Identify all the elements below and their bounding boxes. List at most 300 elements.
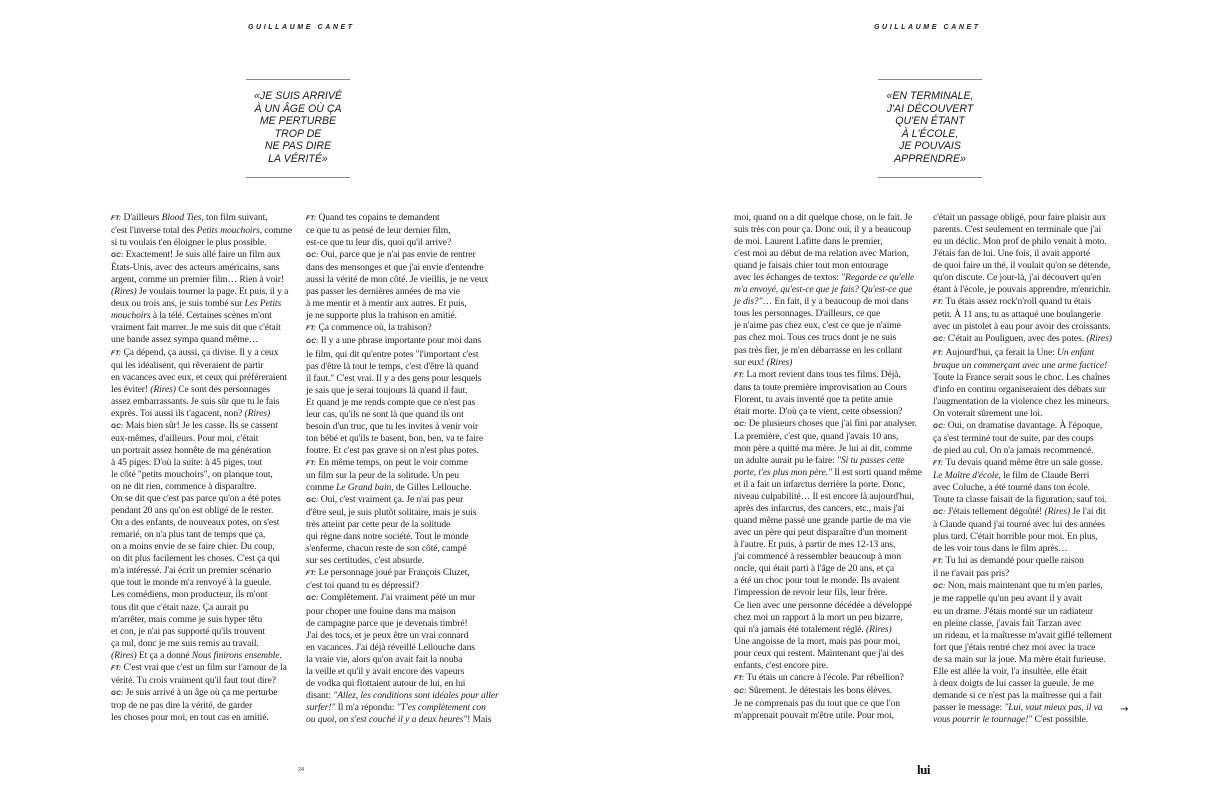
- speaker-label: GC:: [734, 687, 749, 695]
- text-run: eux-mêmes, d'ailleurs. Pour moi, c'était: [111, 432, 259, 444]
- text-run: argent, comme un premier film… Rien à voir!: [111, 274, 284, 286]
- text-run: qu'on discute. Ce jour-là, j'ai découvert qu'en: [933, 272, 1102, 284]
- text-line: [933, 630, 1112, 642]
- text-line: [306, 470, 499, 482]
- text-line: [734, 418, 922, 431]
- text-run: Tu étais un cancre à l'école. Par rébellion?: [746, 671, 904, 683]
- text-run: après des infarctus, des cancers, etc., mais j'ai: [734, 503, 905, 515]
- text-run: que tout le monde m'a renvoyé à la gueule.: [111, 577, 272, 589]
- text-line: [734, 357, 922, 369]
- text-run: en vacances avec eux, et ceux qui préféreraient: [111, 371, 287, 383]
- left-page: [0, 0, 613, 800]
- text-line: [306, 310, 499, 322]
- italic-text: Blood Ties: [161, 212, 202, 223]
- speaker-label: FT:: [111, 349, 124, 357]
- text-line: [933, 531, 1112, 543]
- text-line: [734, 685, 922, 698]
- text-run: , de Gilles Lellouche.: [391, 482, 472, 494]
- text-line: [111, 360, 292, 372]
- text-line: [306, 361, 499, 373]
- italic-text: Le Grand bain: [336, 482, 392, 494]
- text-run: On a des enfants, de nouveaux potes, on s'est: [111, 517, 280, 529]
- text-run: Oui, parce que je n'ai pas envie de rentrer: [320, 249, 476, 261]
- text-run: tous dit que c'était naze. Ça aurait pu: [111, 601, 249, 613]
- text-run: pendant 20 ans qu'on est obligé de le rester.: [111, 505, 274, 517]
- text-line: [933, 555, 1112, 568]
- text-run: on a moins envie de se faire chier. Du coup,: [111, 541, 275, 553]
- text-line: [306, 433, 499, 445]
- text-column: [933, 212, 1112, 726]
- text-run: un adulte aurait pu le faire:: [734, 454, 838, 466]
- text-line: [734, 648, 922, 660]
- text-line: [933, 433, 1112, 445]
- text-run: .: [279, 649, 282, 661]
- text-line: [306, 592, 499, 605]
- text-run: disant:: [306, 689, 334, 701]
- text-line: [306, 678, 499, 690]
- text-run: le côté "petits mouchoirs", on planque tout,: [111, 468, 273, 480]
- text-line: [933, 396, 1112, 408]
- text-line: [306, 373, 499, 385]
- text-run: très atteint par cette peur de la solitude: [306, 519, 451, 531]
- text-run: niveau culpabilité… Il est encore là aujourd'hui,: [734, 491, 914, 503]
- pull-quote-line: LA VÉRITÉ»: [268, 152, 328, 165]
- speaker-label: FT:: [306, 459, 319, 467]
- text-line: [933, 606, 1112, 618]
- pull-quote: [246, 79, 350, 178]
- text-line: [306, 212, 499, 225]
- text-run: Tu devais quand même être un sale gosse.: [945, 456, 1103, 468]
- text-line: [111, 675, 292, 687]
- text-run: exprès. Toi aussi ils t'agacent, non?: [111, 407, 245, 419]
- text-run: Toute ta classe faisait de la figuration, sauf toi.: [933, 494, 1107, 506]
- text-line: [734, 248, 922, 260]
- text-run: aussi la vérité de mon côté. Je vieillis, je ne veux: [306, 274, 489, 286]
- text-run: on ne dit rien, commence à disparaître.: [111, 481, 257, 493]
- text-run: Et quand je me rends compte que ce n'est pas: [306, 396, 476, 408]
- text-run: … En fait, il y a beaucoup de moi dans: [762, 296, 909, 308]
- text-run: de vodka qui flottaient autour de lui, en lui: [306, 677, 466, 689]
- text-line: [933, 347, 1112, 360]
- text-line: [306, 690, 499, 702]
- text-line: [734, 527, 922, 539]
- text-run: était morte. D'où ça te vient, cette obsession?: [734, 405, 903, 417]
- text-line: [734, 296, 922, 308]
- italic-text: Nous finirons ensemble: [191, 649, 280, 661]
- text-run: D'ailleurs: [123, 212, 162, 223]
- speaker-label: FT:: [933, 349, 946, 357]
- text-run: si tu voulais t'en éloigner le plus possible.: [111, 237, 267, 249]
- text-run: enfants, c'est encore pire.: [734, 659, 829, 671]
- text-line: [734, 394, 922, 406]
- speaker-label: FT:: [734, 674, 747, 682]
- text-run: on dit plus facilement les choses. C'est ça qui: [111, 553, 280, 565]
- text-line: [111, 589, 292, 601]
- italic-text: (Rires): [1086, 333, 1112, 345]
- text-line: [734, 308, 922, 320]
- text-line: [111, 505, 292, 517]
- text-run: je me rappelle qu'un peu avant il y avait: [933, 593, 1082, 605]
- text-line: [111, 553, 292, 565]
- text-run: a été un choc pour tout le monde. Ils avaient: [734, 575, 900, 587]
- text-run: de campagne parce que je devenais timbré!: [306, 617, 468, 629]
- speaker-label: GC:: [734, 420, 749, 428]
- italic-text: (Rires): [150, 383, 176, 395]
- text-run: chez moi un rapport à la mort un peu bizarre,: [734, 611, 903, 623]
- text-line: [306, 507, 499, 519]
- text-column: [734, 212, 922, 722]
- text-line: [111, 420, 292, 433]
- text-run: Tu lui as demandé pour quelle raison: [945, 555, 1084, 567]
- text-line: [933, 284, 1112, 296]
- text-line: [111, 286, 292, 298]
- pull-quote-line: «EN TERMINALE,: [886, 90, 974, 102]
- text-line: [306, 457, 499, 470]
- text-run: d'info en continu organiseraient des débats sur: [933, 383, 1106, 395]
- text-line: [933, 384, 1112, 396]
- text-run: assez embarrassants. Je suis sûr que tu le fais: [111, 395, 280, 407]
- text-run: ce que tu as pensé de leur dernier film,: [306, 225, 451, 237]
- text-line: [306, 543, 499, 555]
- text-line: [933, 333, 1112, 346]
- text-run: qui les idéalisent, qui rêveraient de partir: [111, 359, 264, 371]
- text-run: à 45 piges. D'où la suite: à 45 piges, tout: [111, 456, 263, 468]
- text-line: [111, 249, 292, 262]
- italic-text: m'a envoyé, qu'est-ce que je fais? Qu'est-ce que: [734, 284, 913, 296]
- italic-text: (Rires): [244, 407, 271, 419]
- italic-text: porte, t'es plus mon père.": [734, 466, 832, 478]
- text-line: [111, 322, 292, 334]
- text-line: [111, 517, 292, 529]
- text-line: [111, 638, 292, 650]
- text-line: [933, 360, 1112, 372]
- text-run: C'est vrai que c'est un film sur l'amour de la: [123, 661, 287, 673]
- text-run: Il est sorti quand même: [831, 466, 922, 478]
- text-run: La première, c'est que, quand j'avais 10 ans,: [734, 430, 899, 442]
- text-line: [111, 529, 292, 541]
- text-line: [933, 248, 1112, 260]
- text-line: [306, 409, 499, 421]
- continue-arrow-icon: →: [1120, 704, 1129, 715]
- speaker-label: GC:: [933, 509, 948, 517]
- text-run: Ce lien avec une personne décédée a développé: [734, 599, 912, 611]
- text-run: qui règne dans notre société. Tout le monde: [306, 531, 469, 543]
- text-run: c'est moi au début de ma relation avec Marion,: [734, 248, 909, 260]
- text-run: J'étais tellement dégoûté!: [947, 506, 1045, 518]
- text-run: quand même passé une grande partie de ma vie: [734, 515, 911, 527]
- text-line: [306, 274, 499, 286]
- text-run: l'augmentation de la violence chez les mineurs.: [933, 395, 1110, 407]
- text-run: un film sur la peur de la solitude. Un peu: [306, 469, 459, 481]
- text-line: [933, 224, 1112, 236]
- text-line: [111, 700, 292, 712]
- text-run: Elle est allée la voir, l'a insultée, elle était: [933, 665, 1088, 677]
- text-run: Ce sont des personnages: [175, 383, 270, 395]
- text-line: [734, 455, 922, 467]
- italic-text: (Rires): [111, 649, 137, 661]
- speaker-label: FT:: [734, 371, 747, 379]
- text-line: [306, 494, 499, 507]
- text-line: [933, 543, 1112, 555]
- text-run: un portrait assez honnête de ma génération: [111, 444, 271, 456]
- text-run: je ne supporte plus la trahison en amitié.: [306, 310, 457, 322]
- text-line: [111, 577, 292, 589]
- speaker-label: FT:: [306, 325, 319, 333]
- text-line: [306, 654, 499, 666]
- text-line: [933, 445, 1112, 457]
- text-line: [734, 503, 922, 515]
- text-line: [306, 286, 499, 298]
- text-run: Je suis arrivé à un âge où ça me perturbe: [125, 686, 278, 698]
- text-line: [306, 335, 499, 348]
- text-line: [933, 618, 1112, 630]
- text-line: [734, 515, 922, 527]
- text-line: [734, 212, 922, 224]
- italic-text: (Rires): [866, 623, 892, 635]
- right-page: [614, 0, 1227, 800]
- pull-quote-line: QU'EN ÉTANT: [895, 115, 965, 128]
- italic-text: Petits mouchoirs: [196, 225, 260, 237]
- text-run: leur cas, qu'ils ne sont là que quand ils ont: [306, 408, 464, 420]
- text-line: [111, 212, 292, 225]
- text-run: deux ou trois ans, je suis tombé sur: [111, 298, 245, 310]
- text-line: [111, 408, 292, 420]
- text-run: Non, mais maintenant que tu m'en parles,: [947, 580, 1103, 592]
- text-run: J'ai des tocs, et je peux être un vrai connard: [306, 629, 469, 641]
- pull-quote-line: À L'ÉCOLE,: [901, 127, 959, 140]
- text-run: ! Mais: [467, 713, 492, 725]
- text-line: [306, 714, 499, 726]
- speaker-label: GC:: [111, 689, 126, 697]
- text-line: [933, 309, 1112, 321]
- text-line: [933, 642, 1112, 654]
- text-line: [933, 212, 1112, 224]
- text-run: le film, qui dit qu'entre potes "l'important c'est: [306, 348, 479, 360]
- text-run: Oui, on dramatise davantage. À l'époque,: [947, 419, 1103, 431]
- text-line: [306, 702, 499, 714]
- text-line: [306, 630, 499, 642]
- text-line: [734, 260, 922, 272]
- text-run: Il m'a répondu:: [335, 701, 397, 713]
- speaker-label: GC:: [933, 336, 948, 344]
- text-run: j'ai commencé à ressembler beaucoup à mon: [734, 551, 902, 563]
- speaker-label: FT:: [933, 459, 946, 467]
- italic-text: "Regarde ce qu'elle: [841, 272, 915, 284]
- text-run: fort que j'étais rentré chez moi avec la trace: [933, 641, 1096, 653]
- text-line: [734, 272, 922, 284]
- text-run: Tu étais assez rock'n'roll quand tu étais: [945, 296, 1091, 308]
- text-run: Oui, c'est vraiment ça. Je n'ai pas peur: [320, 494, 464, 506]
- text-line: [933, 372, 1112, 384]
- running-head: GUILLAUME CANET: [248, 24, 355, 31]
- text-line: [734, 345, 922, 357]
- text-line: [111, 310, 292, 322]
- italic-text: surfer!": [306, 701, 336, 713]
- text-line: [933, 654, 1112, 666]
- text-run: un rideau, et la maîtresse m'avait giflé tellement: [933, 629, 1112, 641]
- text-run: c'est l'inverse total des: [111, 225, 197, 237]
- text-line: [306, 298, 499, 310]
- pull-quote-line: À UN ÂGE OÙ ÇA: [254, 102, 342, 115]
- text-line: [111, 262, 292, 274]
- text-run: Aujourd'hui, ça ferait la Une:: [945, 346, 1058, 358]
- text-run: La mort revient dans tous tes films. Déjà,: [746, 368, 901, 380]
- text-run: Une angoisse de la mort, mais pas pour moi,: [734, 635, 901, 647]
- text-line: [933, 666, 1112, 678]
- text-line: [933, 321, 1112, 333]
- text-run: sur ses certitudes, c'est absurde.: [306, 555, 425, 567]
- text-line: [933, 296, 1112, 309]
- text-run: ça s'est terminé tout de suite, par des coups: [933, 432, 1094, 444]
- italic-text: je dis?": [734, 296, 763, 308]
- text-run: pas chez moi. Tous ces trucs dont je ne suis: [734, 332, 897, 344]
- italic-text: ou quoi, on s'est couché il y a deux heures": [306, 713, 468, 725]
- text-run: pas très fier, je m'en débarrasse en les collant: [734, 344, 902, 356]
- text-line: [734, 479, 922, 491]
- text-line: [111, 298, 292, 310]
- text-line: [933, 236, 1112, 248]
- text-line: [306, 531, 499, 543]
- text-line: [111, 493, 292, 505]
- text-run: m'a intéressé. J'ai écrit un premier scénario: [111, 565, 272, 577]
- text-line: [933, 690, 1112, 702]
- italic-text: vous pourrir le tournage!": [933, 713, 1033, 725]
- text-line: [734, 710, 922, 722]
- text-run: petit. À 11 ans, tu as attaqué une boulangerie: [933, 309, 1101, 321]
- text-run: les choses pour moi, en tout cas en amitié.: [111, 711, 269, 723]
- text-line: [306, 397, 499, 409]
- text-run: est-ce que tu leur dis, quoi qu'il arrive?: [306, 237, 452, 249]
- text-line: [306, 666, 499, 678]
- text-line: [111, 469, 292, 481]
- text-run: demande si ce n'est pas la maîtresse qui a fait: [933, 689, 1102, 701]
- text-run: oncle, qui était parti à l'âge de 20 ans, et ça: [734, 563, 895, 575]
- text-run: foutre. Et c'est pas grave si on n'est plus potes.: [306, 444, 479, 456]
- pull-quote-line: «JE SUIS ARRIVÉ: [254, 90, 342, 102]
- text-run: il faut." C'est vrai. Il y a des gens pour lesquels: [306, 372, 482, 384]
- text-run: avec un père qui peut disparaître d'un moment: [734, 527, 907, 539]
- speaker-label: GC:: [933, 583, 948, 591]
- text-run: à l'autre. Et puis, à partir de mes 12-13 ans,: [734, 539, 896, 551]
- text-line: [306, 262, 499, 274]
- text-run: dans des mensonges et que j'ai envie d'entendre: [306, 262, 484, 274]
- text-run: plus tard. C'était horrible pour moi. En plus,: [933, 531, 1098, 543]
- text-run: trop de ne pas dire la vérité, de garder: [111, 699, 253, 711]
- text-run: passer le message:: [933, 701, 1005, 713]
- pull-quote-line: J'AI DÉCOUVERT: [886, 102, 974, 115]
- text-run: avec un pistolet à eau pour avoir des croissants.: [933, 321, 1111, 333]
- speaker-label: GC:: [306, 252, 321, 260]
- text-run: je n'aime pas chez eux, c'est ce que je n'aime: [734, 320, 901, 332]
- text-run: à me mentir et à mentir aux autres. Et puis,: [306, 298, 467, 310]
- text-run: Florent, tu avais inventé que ta petite amie: [734, 393, 893, 405]
- italic-text: (Rires): [111, 286, 137, 298]
- text-line: [734, 406, 922, 418]
- text-run: m'arrêter, mais comme je suis hyper têtu: [111, 613, 263, 625]
- text-line: [111, 662, 292, 675]
- text-line: [933, 678, 1112, 690]
- text-run: Ça dépend, ça aussi, ça divise. Il y a ceux: [123, 346, 279, 358]
- text-line: [734, 332, 922, 344]
- text-line: [306, 482, 499, 494]
- text-line: [933, 506, 1112, 519]
- text-line: [734, 612, 922, 624]
- text-line: [111, 347, 292, 360]
- text-line: [306, 385, 499, 397]
- text-line: [734, 284, 922, 296]
- italic-text: Les Petits: [244, 298, 282, 310]
- text-line: [734, 369, 922, 382]
- text-line: [111, 237, 292, 249]
- text-run: moi, quand on a dit quelque chose, on le fait. Je: [734, 212, 913, 223]
- text-run: ton bébé et qu'ils te basent, bon, ben, va te faire: [306, 432, 483, 444]
- text-line: [111, 626, 292, 638]
- text-run: et con, je n'ai pas supporté qu'ils trouvent: [111, 625, 266, 637]
- text-line: [734, 551, 922, 563]
- text-run: pas passer les dernières années de ma vie: [306, 286, 460, 298]
- text-run: , comme: [259, 225, 293, 237]
- text-line: [111, 481, 292, 493]
- speaker-label: FT:: [306, 215, 319, 222]
- pull-quote-line: ME PERTURBE: [259, 115, 337, 128]
- text-line: [734, 587, 922, 599]
- text-run: quand je faisais chier tout mon entourage: [734, 260, 889, 272]
- text-run: de quoi faire un thé, il voulait qu'on se détende,: [933, 260, 1111, 272]
- text-run: c'était un passage obligé, pour faire plaisir aux: [933, 212, 1107, 223]
- text-run: pas d'être là tout le temps, c'est d'être là quand: [306, 360, 479, 372]
- speaker-label: GC:: [306, 338, 321, 346]
- text-run: C'était au Pouliguen, avec des potes.: [947, 333, 1087, 345]
- text-line: [933, 593, 1112, 605]
- text-run: Mais bien sûr! Je les casse. Ils se cassent: [125, 419, 278, 431]
- text-run: Le personnage joué par François Cluzet,: [318, 567, 470, 579]
- text-run: Sûrement. Je détestais les bons élèves.: [748, 684, 893, 696]
- text-run: de moi. Laurent Lafitte dans le premier,: [734, 236, 883, 248]
- italic-text: Le Maître d'école: [933, 469, 999, 481]
- text-run: l'impression de revoir leur fils, leur frère.: [734, 587, 888, 599]
- text-run: vérité. Tu crois vraiment qu'il faut tout dire?: [111, 674, 276, 686]
- text-run: Je ne comprenais pas du tout que ce que l'on: [734, 697, 900, 709]
- pull-quote-line: APPRENDRE»: [894, 152, 966, 165]
- text-line: [306, 618, 499, 630]
- text-run: suis très con pour ça. Donc oui, il y a beaucoup: [734, 224, 911, 236]
- text-run: États-Unis, avec des acteurs américains, sans: [111, 262, 280, 274]
- italic-text: (Rires): [766, 356, 793, 368]
- text-run: J'étais fan de lui. Une fois, il avait apporté: [933, 248, 1090, 260]
- speaker-label: FT:: [111, 664, 124, 672]
- text-run: c'est toi quand tu es dépressif?: [306, 580, 420, 592]
- text-line: [306, 349, 499, 361]
- text-run: On voterait sûrement une loi.: [933, 407, 1043, 419]
- italic-text: "Lui, vaut mieux pas, il va: [1004, 701, 1103, 713]
- speaker-label: FT:: [111, 215, 124, 222]
- text-line: [306, 421, 499, 433]
- text-run: pour choper une fouine dans ma maison: [306, 605, 456, 617]
- text-line: [111, 565, 292, 577]
- text-line: [734, 320, 922, 332]
- text-line: [734, 672, 922, 685]
- italic-text: "T'es complètement con: [396, 701, 486, 713]
- text-line: [933, 470, 1112, 482]
- text-line: [933, 457, 1112, 470]
- text-line: [933, 408, 1112, 420]
- text-run: vraiment fait marrer. Je me suis dit que c'était: [111, 322, 281, 334]
- text-run: sur eux!: [734, 356, 767, 368]
- text-run: à Claude quand j'ai tourné avec lui des années: [933, 519, 1105, 531]
- text-run: il ne t'avait pas pris?: [933, 568, 1010, 580]
- text-run: en pleine classe, j'avais fait Tarzan avec: [933, 617, 1082, 629]
- text-line: [734, 698, 922, 710]
